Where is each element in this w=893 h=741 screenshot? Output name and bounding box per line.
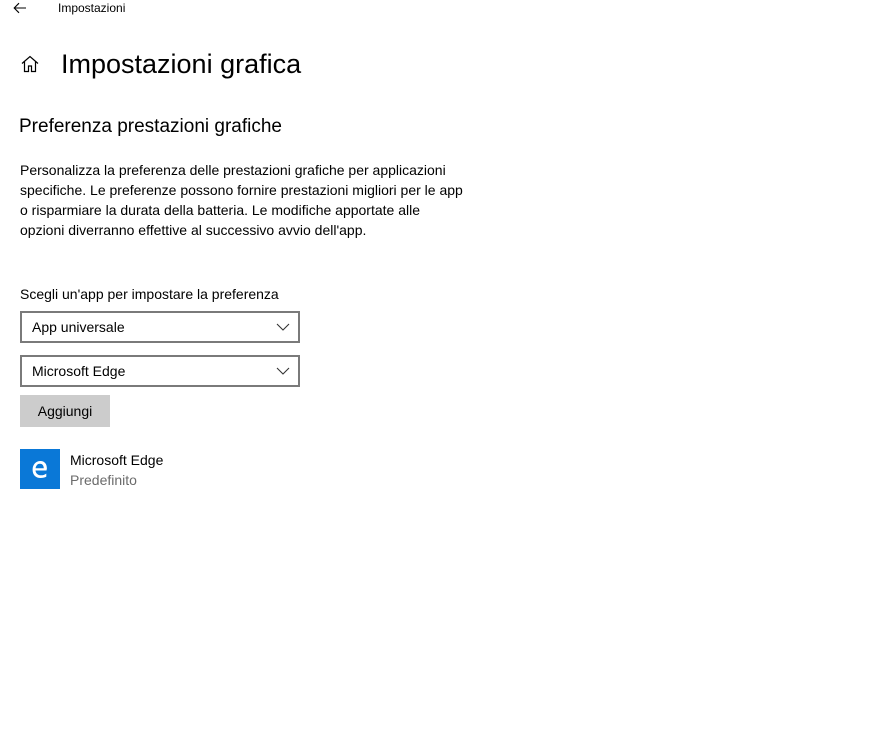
edge-icon <box>20 449 60 489</box>
title-bar <box>0 0 893 18</box>
section-title: Preferenza prestazioni grafiche <box>19 116 282 137</box>
back-arrow-icon <box>13 2 27 14</box>
app-preference-status: Predefinito <box>70 472 137 488</box>
app-type-dropdown[interactable] <box>20 311 300 343</box>
window-title: Impostazioni <box>58 1 126 15</box>
home-icon <box>20 54 40 74</box>
add-button[interactable]: Aggiungi <box>20 395 110 427</box>
section-description: Personalizza la preferenza delle prestazioni grafiche per applicazioni specifiche. Le preferenze possono fornire prestazioni migliori per le app o risparmiare la durata della batteria. Le modifiche apportate alle opzioni diverranno effettive al successivo avvio dell'app. <box>20 162 463 238</box>
app-name: Microsoft Edge <box>70 452 164 468</box>
app-select-dropdown[interactable] <box>20 355 300 387</box>
choose-app-label: Scegli un'app per impostare la preferenza <box>20 286 279 302</box>
home-button[interactable] <box>18 52 42 76</box>
chevron-down-icon <box>276 320 290 334</box>
page-title: Impostazioni grafica <box>61 49 302 79</box>
page-header <box>0 44 893 84</box>
back-button[interactable] <box>10 0 30 16</box>
app-list-item[interactable] <box>20 449 320 491</box>
chevron-down-icon <box>276 364 290 378</box>
app-type-dropdown-value: App universale <box>32 319 125 335</box>
app-select-dropdown-value: Microsoft Edge <box>32 363 126 379</box>
